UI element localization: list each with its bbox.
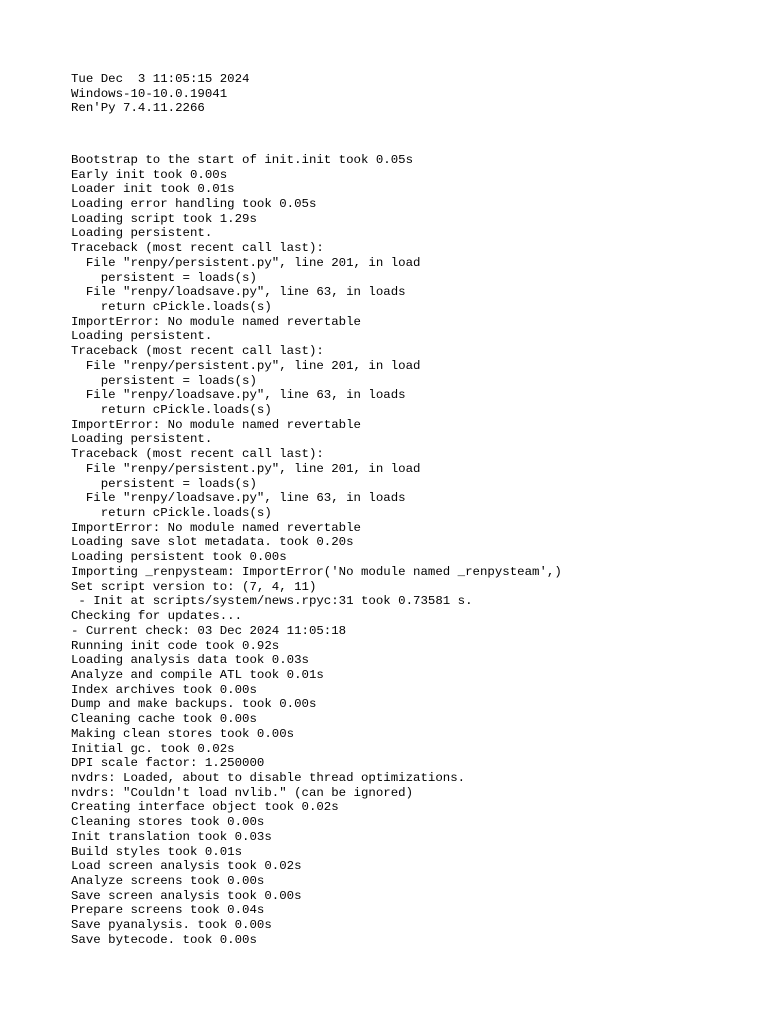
log-line: ImportError: No module named revertable — [71, 314, 361, 329]
log-line: Index archives took 0.00s — [71, 682, 257, 697]
log-line: Set script version to: (7, 4, 11) — [71, 579, 317, 594]
log-line: Running init code took 0.92s — [71, 638, 280, 653]
log-line: Save pyanalysis. took 0.00s — [71, 918, 272, 933]
log-line: Checking for updates... — [71, 609, 243, 624]
log-line: File "renpy/loadsave.py", line 63, in loads — [71, 285, 406, 300]
log-line: Traceback (most recent call last): — [71, 344, 324, 359]
log-version: Ren'Py 7.4.11.2266 — [71, 101, 205, 116]
log-line: Making clean stores took 0.00s — [71, 726, 295, 741]
log-line: ImportError: No module named revertable — [71, 520, 361, 535]
log-line: Loading analysis data took 0.03s — [71, 653, 309, 668]
log-line: Creating interface object took 0.02s — [71, 800, 339, 815]
log-line: Cleaning stores took 0.00s — [71, 815, 265, 830]
log-line: DPI scale factor: 1.250000 — [71, 756, 265, 771]
log-line: File "renpy/loadsave.py", line 63, in loads — [71, 491, 406, 506]
log-viewer — [71, 72, 761, 948]
log-line: Loading persistent took 0.00s — [71, 550, 287, 565]
log-spacer — [71, 116, 761, 153]
log-line: Loading persistent. — [71, 226, 213, 241]
log-line: ImportError: No module named revertable — [71, 417, 361, 432]
log-line: File "renpy/persistent.py", line 201, in load — [71, 461, 421, 476]
log-line: Importing _renpysteam: ImportError('No module named _renpysteam',) — [71, 564, 562, 579]
log-platform: Windows-10-10.0.19041 — [71, 86, 228, 101]
log-line: persistent = loads(s) — [71, 476, 257, 491]
log-line: nvdrs: "Couldn't load nvlib." (can be ignored) — [71, 785, 414, 800]
log-line: persistent = loads(s) — [71, 270, 257, 285]
log-line: Analyze and compile ATL took 0.01s — [71, 667, 324, 682]
log-line: Init translation took 0.03s — [71, 829, 272, 844]
log-line: Save bytecode. took 0.00s — [71, 932, 257, 947]
log-line: Initial gc. took 0.02s — [71, 741, 235, 756]
log-line: Loader init took 0.01s — [71, 182, 235, 197]
log-line: File "renpy/loadsave.py", line 63, in loads — [71, 388, 406, 403]
log-line: Prepare screens took 0.04s — [71, 903, 265, 918]
log-line: Build styles took 0.01s — [71, 844, 243, 859]
log-line: File "renpy/persistent.py", line 201, in load — [71, 255, 421, 270]
log-line: File "renpy/persistent.py", line 201, in load — [71, 358, 421, 373]
log-line: Loading persistent. — [71, 432, 213, 447]
log-line: Save screen analysis took 0.00s — [71, 888, 302, 903]
log-line: - Init at scripts/system/news.rpyc:31 took 0.73581 s. — [71, 594, 473, 609]
log-line: Early init took 0.00s — [71, 167, 228, 182]
log-line: Traceback (most recent call last): — [71, 447, 324, 462]
log-body — [71, 153, 761, 948]
log-line: - Current check: 03 Dec 2024 11:05:18 — [71, 623, 347, 638]
log-line: Load screen analysis took 0.02s — [71, 859, 302, 874]
log-line: Traceback (most recent call last): — [71, 241, 324, 256]
log-line: Loading script took 1.29s — [71, 211, 257, 226]
log-line: return cPickle.loads(s) — [71, 299, 272, 314]
log-line: Loading error handling took 0.05s — [71, 196, 317, 211]
log-line: return cPickle.loads(s) — [71, 506, 272, 521]
log-line: Dump and make backups. took 0.00s — [71, 697, 317, 712]
log-line: persistent = loads(s) — [71, 373, 257, 388]
log-line: Cleaning cache took 0.00s — [71, 712, 257, 727]
log-line: Loading save slot metadata. took 0.20s — [71, 535, 354, 550]
log-line: Analyze screens took 0.00s — [71, 874, 265, 888]
log-line: Loading persistent. — [71, 329, 213, 344]
log-header — [71, 72, 761, 116]
log-line: return cPickle.loads(s) — [71, 403, 272, 417]
log-line: Bootstrap to the start of init.init took 0.05s — [71, 152, 414, 167]
log-line: nvdrs: Loaded, about to disable thread optimizations. — [71, 770, 466, 785]
log-timestamp: Tue Dec 3 11:05:15 2024 — [71, 72, 250, 86]
